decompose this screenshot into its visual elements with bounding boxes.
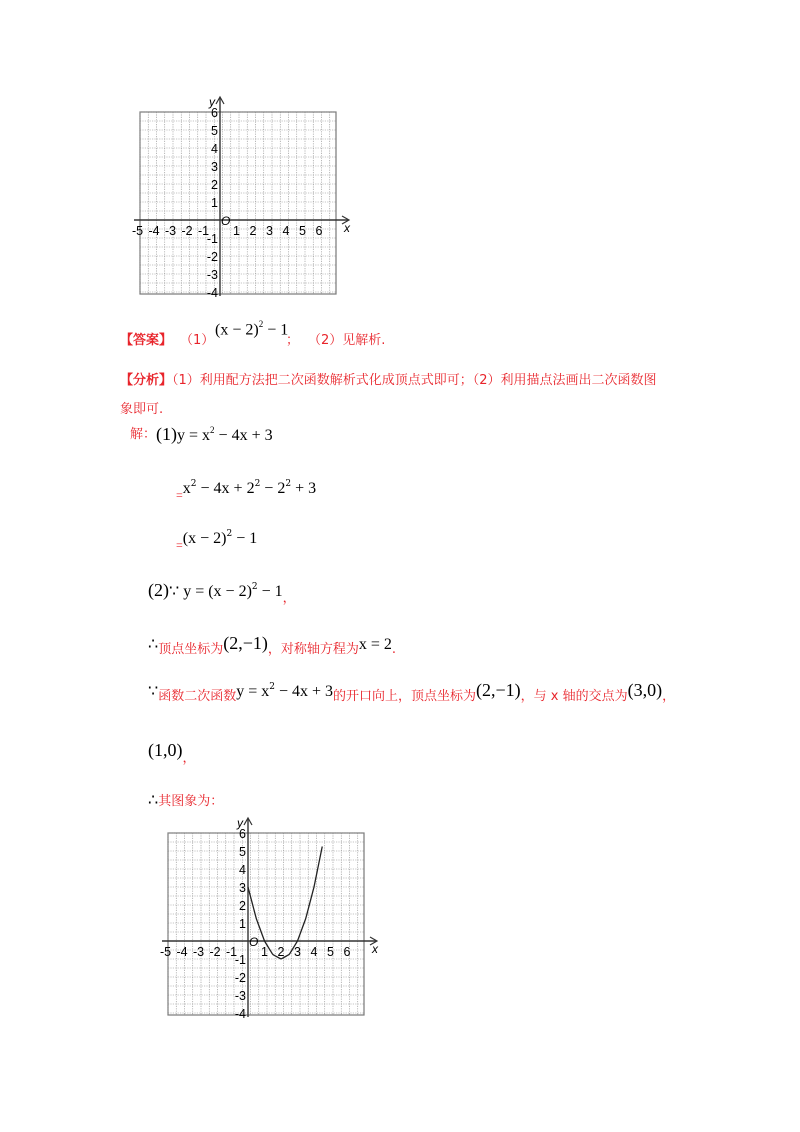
y-tick-label: -3 (234, 989, 246, 1003)
solution-step-5: $\therefore_{顶点坐标为}(2,-1)_{,对称轴方程为}x = 2_.$ (148, 633, 397, 657)
x-tick-label: 4 (282, 224, 290, 238)
x-tick-label: -3 (192, 945, 205, 959)
origin-label: O (221, 214, 231, 228)
y-axis-label: y (237, 816, 243, 830)
grid-border (140, 112, 336, 294)
parabola-chart (160, 815, 388, 1025)
analysis-label: 【分析】 (120, 373, 173, 388)
y-tick-label: 6 (239, 827, 246, 841)
solution-step-2: $_=x^2 - 4x + 2^2 - 2^2 + 3$ (176, 478, 317, 502)
solution-step-3: $_=(x - 2)^2 - 1$ (176, 528, 258, 552)
solution-step-4: (2)∵ $y = (x - 2)^2 - 1_,$ (148, 580, 296, 606)
x-tick-label: 5 (299, 224, 306, 238)
answer-part1: （1） (180, 333, 215, 348)
y-tick-label: -4 (234, 1007, 246, 1021)
y-tick-label: 5 (211, 124, 218, 138)
y-tick-label: -4 (206, 286, 218, 300)
y-tick-label: -1 (206, 232, 218, 246)
y-tick-label: 2 (239, 899, 246, 913)
x-tick-label: -3 (164, 224, 177, 238)
x-axis-label: x (344, 221, 350, 235)
x-tick-label: -1 (197, 224, 210, 238)
x-tick-label: -4 (176, 945, 188, 959)
y-tick-label: 4 (211, 142, 218, 156)
x-tick-label: 3 (266, 224, 273, 238)
x-tick-label: -2 (209, 945, 221, 959)
y-tick-label: -2 (234, 971, 246, 985)
y-tick-label: 5 (239, 845, 246, 859)
answer-expression: $(x - 2)^2 - 1$ (215, 319, 289, 339)
solution-step-8: ∴其图象为： (148, 792, 224, 809)
answer-label: 【答案】 (120, 333, 173, 348)
analysis-text-1: （1）利用配方法把二次函数解析式化成顶点式即可；（2）利用描点法画出二次函数图 (172, 373, 657, 388)
x-tick-label: 3 (294, 945, 301, 959)
x-tick-label: -5 (160, 945, 172, 959)
origin-label: O (249, 935, 259, 949)
y-tick-label: 6 (211, 106, 218, 120)
y-tick-label: 1 (211, 196, 218, 210)
x-tick-label: -1 (225, 945, 238, 959)
x-tick-label: 2 (277, 945, 285, 959)
x-tick-label: -2 (181, 224, 193, 238)
analysis-line-2: 象即可. (120, 402, 164, 417)
y-tick-label: 1 (239, 917, 246, 931)
y-tick-label: -3 (206, 268, 218, 282)
x-tick-label: 2 (249, 224, 257, 238)
y-tick-label: 3 (239, 881, 246, 895)
solution-step-7: $(1,0)_,$ (148, 740, 196, 766)
x-tick-label: 6 (315, 224, 323, 238)
x-tick-label: 5 (327, 945, 334, 959)
solution-step-1: 解：$(1)y = x^2 - 4x + 3$ (130, 424, 273, 444)
x-axis-label: x (372, 942, 378, 956)
y-tick-label: 2 (211, 178, 218, 192)
x-tick-label: 1 (233, 224, 240, 238)
analysis-line-1 (120, 369, 657, 388)
y-axis-label: y (209, 95, 215, 109)
x-tick-label: 6 (343, 945, 351, 959)
y-tick-label: -1 (234, 953, 246, 967)
x-tick-label: -4 (148, 224, 160, 238)
x-tick-label: 4 (310, 945, 318, 959)
y-tick-label: 3 (211, 160, 218, 174)
y-tick-label: 4 (239, 863, 246, 877)
coordinate-grid-1 (132, 94, 360, 304)
answer-separator: ； (286, 333, 300, 348)
y-tick-label: -2 (206, 250, 218, 264)
parabola-curve (248, 847, 322, 959)
answer-part2: （2）见解析. (308, 333, 386, 348)
x-tick-label: -5 (132, 224, 144, 238)
solution-intro: 解： (130, 427, 157, 442)
x-tick-label: 1 (261, 945, 268, 959)
solution-step-6: $\because_{函数二次函数}y = x^2 - 4x + 3_{的开口向上,顶点坐标为}(2,-1)_{,与 x 轴的交点为}(3,0)_,$ (148, 680, 676, 704)
